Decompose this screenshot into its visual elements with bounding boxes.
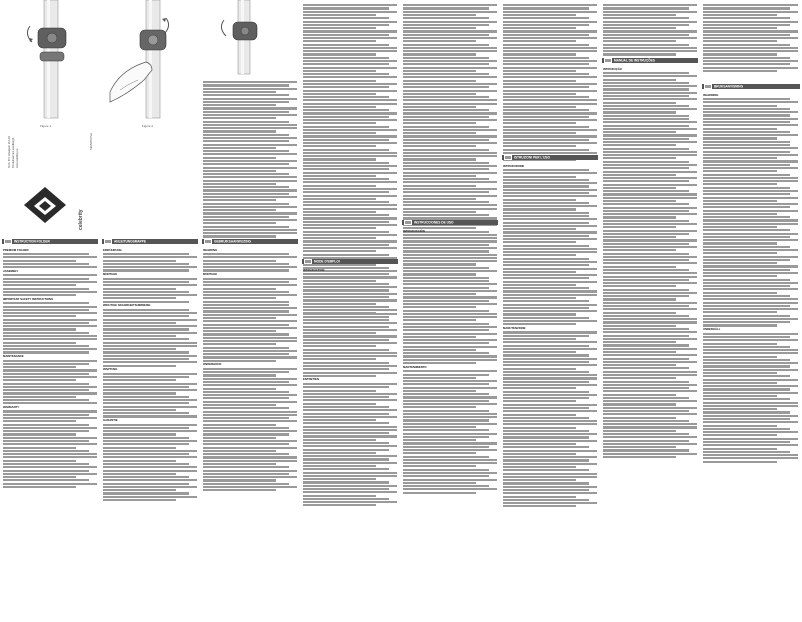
heading-de-3: WICHTIGE SICHERHEITSHINWEISE [103, 303, 151, 308]
figure-2-label: Figure 2 [142, 124, 154, 128]
section-bar-nl [202, 239, 298, 244]
section-bar-pt [602, 58, 698, 63]
panel-fr [300, 0, 400, 622]
flag-de-icon [104, 239, 112, 244]
heading-en-3: IMPORTANT SAFETY INSTRUCTIONS [3, 296, 53, 301]
brand-name: celebrity [78, 209, 84, 230]
section-label-fr: MODE D'EMPLOI [314, 259, 340, 264]
cover-vertical-line-2: Produktservice Lundbergh [12, 137, 15, 168]
figure-3-illustration [200, 0, 300, 80]
flag-sv-icon [704, 84, 712, 89]
text-column-es [403, 228, 497, 495]
text-column-de [103, 247, 197, 502]
text-column-fr [303, 267, 397, 508]
section-label-pt: MANUAL DE INSTRUÇÕES [614, 58, 655, 63]
panel-cover [0, 0, 100, 622]
text-column-sv-top [703, 3, 798, 73]
text-column-nl [203, 247, 297, 493]
cover-vertical-line-3: www.celebrity.eu [16, 148, 19, 168]
panel-nl [200, 0, 300, 622]
section-label-it: ISTRUZIONI PER L'USO [514, 155, 550, 160]
section-bar-it [502, 155, 598, 160]
heading-en-2: ASSEMBLY [3, 268, 19, 273]
cover-vertical-line-4: SRMUT0.PNG [90, 132, 93, 150]
section-bar-en [2, 239, 98, 244]
heading-it-1: INTRODUZIONE [503, 163, 525, 168]
section-bar-sv [702, 84, 800, 89]
text-column-pt [603, 66, 697, 459]
panel-de [100, 0, 200, 622]
heading-es-1: INTRODUCCIÓN [403, 228, 425, 233]
heading-de-2: MONTAGE [103, 272, 118, 277]
panel-es [400, 0, 500, 622]
heading-en-5: WARRANTY [3, 404, 20, 409]
heading-fr-1: INTRODUCTION [303, 267, 325, 272]
heading-es-2: MANTENIMIENTO [403, 364, 427, 369]
flag-es-icon [404, 220, 412, 225]
heading-nl-1: INLEIDING [203, 247, 218, 252]
section-label-nl: GEBRUIKSAANWIJZING [214, 239, 252, 244]
heading-en-4: MAINTENANCE [3, 354, 24, 359]
figure-1-label: Figure 1 [40, 124, 52, 128]
flag-en-icon [4, 239, 12, 244]
heading-nl-3: ONDERHOUD [203, 362, 222, 367]
heading-de-4: WARTUNG [103, 367, 118, 372]
flag-it-icon [504, 155, 512, 160]
heading-en-1: PREMIUM FOLDER [3, 247, 29, 252]
heading-sv-2: UNDERHÅLL [703, 327, 721, 332]
figure-2-illustration [100, 0, 200, 130]
heading-it-2: MANUTENZIONE [503, 325, 526, 330]
heading-nl-2: MONTAGE [203, 272, 218, 277]
panel-it [500, 0, 600, 622]
figure-1-illustration [0, 0, 100, 130]
logo-mark-icon [22, 185, 68, 231]
text-column-it [503, 163, 597, 509]
cover-vertical-line-1: Tech. B.V. Kraaijvelt 10-L04 [8, 136, 11, 168]
text-column-en [3, 247, 97, 489]
flag-fr-icon [304, 259, 312, 264]
heading-fr-2: ENTRETIEN [303, 377, 319, 382]
heading-sv-1: INLEDNING [703, 92, 719, 97]
section-label-sv: BRUKSANVISNING [714, 84, 744, 89]
text-column-sv [703, 92, 798, 464]
flag-nl-icon [204, 239, 212, 244]
section-label-de: ANLEITUNGSMAPPE [114, 239, 147, 244]
section-label-es: INSTRUCCIONES DE USO [414, 220, 454, 225]
panel-sv [700, 0, 802, 622]
flag-pt-icon [604, 58, 612, 63]
heading-de-5: GARANTIE [103, 418, 118, 423]
heading-pt-1: INTRODUÇÃO [603, 66, 622, 71]
text-column-nl-top [203, 80, 297, 239]
text-column-it-top [503, 3, 597, 162]
text-column-pt-top [603, 3, 697, 57]
section-label-en: INSTRUCTION FOLDER [14, 239, 50, 244]
section-bar-fr [302, 259, 398, 264]
section-bar-de [102, 239, 198, 244]
heading-de-1: EINFÜHRUNG [103, 247, 122, 252]
panel-pt [600, 0, 700, 622]
section-bar-es [402, 220, 498, 225]
brand-logo [22, 185, 68, 231]
